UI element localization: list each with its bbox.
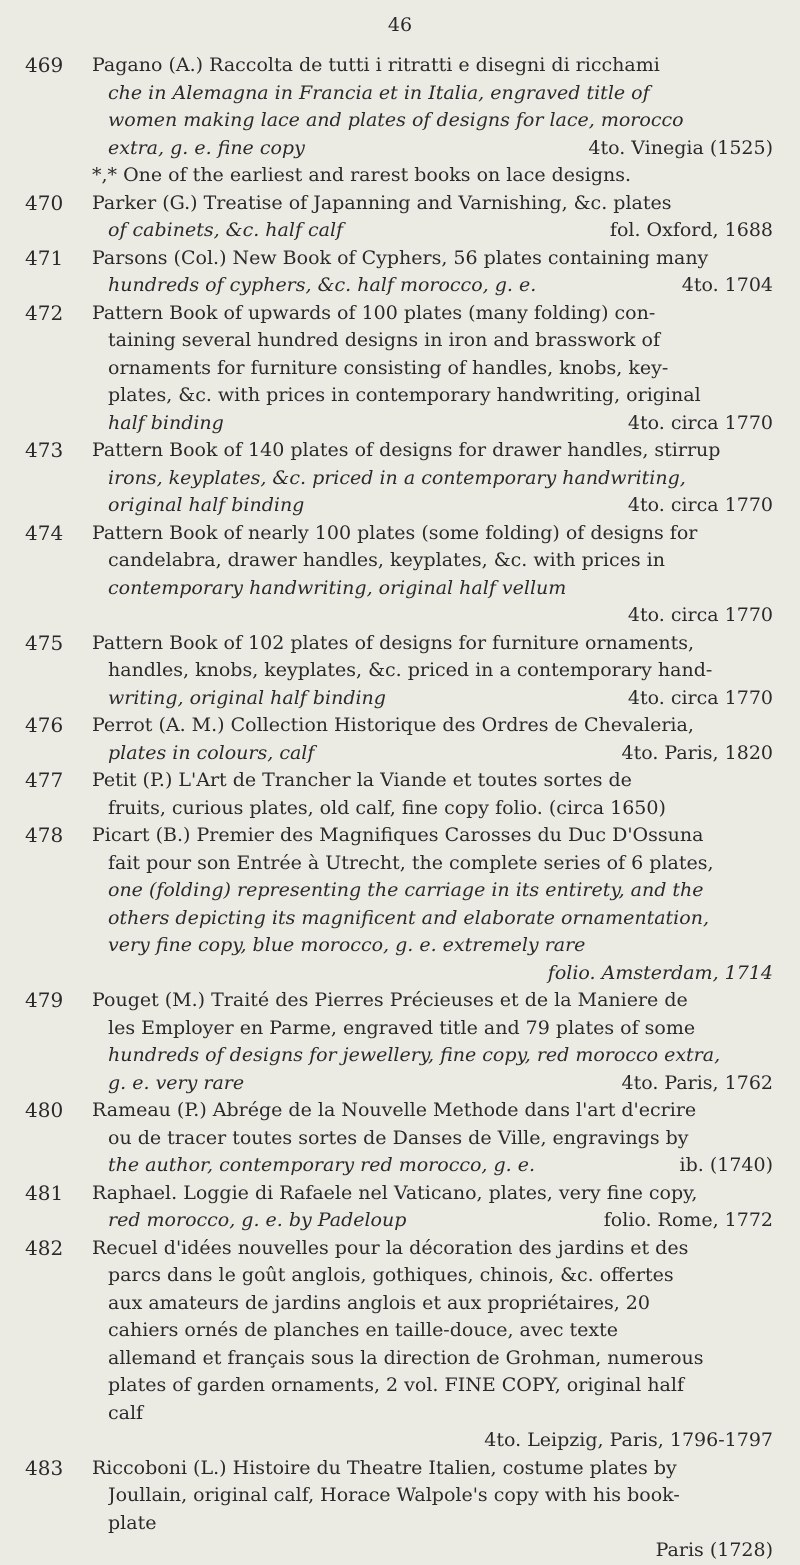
entry-line: one (folding) representing the carriage in its entirety, and the	[108, 879, 704, 901]
entry-text	[92, 300, 773, 438]
entry-description: half binding	[108, 411, 224, 434]
entry-line: Pattern Book of nearly 100 plates (some folding) of designs for	[92, 521, 698, 544]
entry-line: cahiers ornés de planches en taille-douce, avec texte	[108, 1319, 618, 1341]
entry-description: extra, g. e. fine copy	[108, 136, 305, 159]
entry-note: *,* One of the earliest and rarest books on lace designs.	[92, 164, 632, 186]
entry-line: Raphael. Loggie di Rafaele nel Vaticano, plates, very fine copy,	[92, 1181, 698, 1204]
entry-line: Pattern Book of upwards of 100 plates (many folding) con-	[92, 301, 656, 324]
entry-line: very fine copy, blue morocco, g. e. extremely rare	[108, 934, 586, 956]
entry-line: handles, knobs, keyplates, &c. priced in a contemporary hand-	[108, 659, 713, 681]
entry-format-place-date: 4to. Paris, 1820	[621, 741, 773, 764]
entry-text	[92, 190, 773, 245]
entry-format-place-date: 4to. Paris, 1762	[621, 1071, 773, 1094]
entry-line	[108, 1070, 773, 1098]
entry-line: Pattern Book of 102 plates of designs for furniture ornaments,	[92, 631, 695, 654]
lot-number: 475	[25, 630, 64, 655]
entry-text	[92, 987, 773, 1097]
entry-text	[92, 1097, 773, 1180]
lot-number: 470	[25, 190, 64, 215]
entry-line: 4to. Leipzig, Paris, 1796-1797	[484, 1429, 773, 1451]
entry-line: les Employer en Parme, engraved title and 79 plates of some	[108, 1016, 696, 1039]
entry-line: Perrot (A. M.) Collection Historique des Ordres de Chevaleria,	[92, 714, 694, 736]
entry-description: writing, original half binding	[108, 686, 386, 709]
entry-description: g. e. very rare	[108, 1071, 245, 1094]
entry-format-place-date: ib. (1740)	[679, 1154, 773, 1176]
entry-line	[108, 740, 773, 768]
lot-number: 477	[25, 768, 64, 792]
entry-line: plates, &c. with prices in contemporary handwriting, original	[108, 384, 701, 406]
lot-number: 480	[25, 1098, 64, 1122]
entry-line: Parker (G.) Treatise of Japanning and Varnishing, &c. plates	[92, 191, 672, 214]
entry-line	[108, 217, 773, 245]
entry-text	[92, 1455, 773, 1565]
entry-line: 4to. circa 1770	[627, 604, 773, 626]
entry-line: che in Alemagna in Francia et in Italia, engraved title of	[108, 81, 650, 104]
lot-number: 469	[25, 53, 64, 77]
entry-line: candelabra, drawer handles, keyplates, &c. with prices in	[108, 549, 665, 571]
entry-line: Joullain, original calf, Horace Walpole's copy with his book-	[108, 1484, 680, 1506]
entry-line: Pouget (M.) Traité des Pierres Précieuses et de la Maniere de	[92, 989, 688, 1011]
entry-description: the author, contemporary red morocco, g. e.	[108, 1154, 536, 1176]
entry-line: Pattern Book of 140 plates of designs for drawer handles, stirrup	[92, 439, 721, 461]
lot-number: 473	[25, 438, 64, 462]
entry-line: parcs dans le goût anglois, gothiques, chinois, &c. offertes	[108, 1264, 674, 1286]
entry-line	[108, 1152, 773, 1180]
entry-line: ou de tracer toutes sortes de Danses de Ville, engravings by	[108, 1126, 689, 1149]
entry-text	[92, 437, 773, 520]
lot-number: 472	[25, 300, 64, 325]
entry-text	[92, 822, 773, 987]
lot-number: 479	[25, 988, 64, 1012]
entry-text	[92, 52, 773, 162]
entry-line: Pagano (A.) Raccolta de tutti i ritratti e disegni di ricchami	[92, 54, 660, 76]
entry-line: Rameau (P.) Abrége de la Nouvelle Methode dans l'art d'ecrire	[92, 1099, 697, 1121]
entry-format-place-date: 4to. Vinegia (1525)	[588, 136, 773, 159]
entry-line	[108, 1207, 773, 1235]
lot-number: 474	[25, 520, 64, 545]
entry-line: fait pour son Entrée à Utrecht, the complete series of 6 plates,	[108, 851, 714, 874]
lot-number: 478	[25, 823, 64, 847]
entry-text	[92, 520, 773, 630]
entry-format-place-date: 4to. 1704	[681, 274, 773, 296]
entry-line: Petit (P.) L'Art de Trancher la Viande et toutes sortes de	[92, 769, 632, 791]
entry-line: plates of garden ornaments, 2 vol. FINE COPY, original half	[108, 1374, 684, 1396]
entry-format-place-date: folio. Rome, 1772	[603, 1209, 773, 1231]
entry-text	[92, 245, 773, 300]
entry-line: fruits, curious plates, old calf, fine copy folio. (circa 1650)	[108, 796, 666, 819]
entry-line: Parsons (Col.) New Book of Cyphers, 56 plates containing many	[92, 246, 709, 269]
entry-line	[108, 410, 773, 438]
entry-format-place-date: 4to. circa 1770	[627, 494, 773, 516]
entry-line: aux amateurs de jardins anglois et aux propriétaires, 20	[108, 1291, 650, 1314]
entry-description: of cabinets, &c. half calf	[108, 219, 344, 241]
lot-number: 476	[25, 713, 64, 737]
lot-number: 471	[25, 245, 64, 270]
entry-description: hundreds of cyphers, &c. half morocco, g. e.	[108, 274, 537, 296]
entry-format-place-date: 4to. circa 1770	[627, 411, 773, 434]
entry-line: Riccoboni (L.) Histoire du Theatre Italien, costume plates by	[92, 1456, 677, 1479]
page-number: 46	[387, 14, 413, 36]
entry-line: contemporary handwriting, original half vellum	[108, 576, 567, 599]
entry-line: hundreds of designs for jewellery, fine copy, red morocco extra,	[108, 1044, 721, 1066]
entry-line: calf	[108, 1401, 144, 1424]
entry-line: Paris (1728)	[655, 1539, 773, 1561]
entry-line: women making lace and plates of designs for lace, morocco	[108, 109, 684, 131]
entry-text	[92, 1180, 773, 1235]
entry-line: irons, keyplates, &c. priced in a contemporary handwriting,	[108, 466, 686, 489]
entry-line: others depicting its magnificent and elaborate ornamentation,	[108, 906, 709, 929]
entry-text	[92, 712, 773, 767]
lot-number: 483	[25, 1455, 64, 1480]
entry-line	[108, 685, 773, 713]
entry-line	[108, 492, 773, 520]
lot-number: 481	[25, 1180, 64, 1205]
entry-format-place-date: fol. Oxford, 1688	[609, 219, 773, 241]
entry-line: allemand et français sous la direction de Grohman, numerous	[108, 1346, 704, 1369]
entry-description: original half binding	[108, 494, 305, 516]
entry-description: red morocco, g. e. by Padeloup	[108, 1209, 407, 1231]
entry-description: plates in colours, calf	[108, 741, 315, 764]
lot-number: 482	[25, 1235, 64, 1260]
entry-line: ornaments for furniture consisting of handles, knobs, key-	[108, 356, 669, 379]
entry-line: Recuel d'idées nouvelles pour la décoration des jardins et des	[92, 1236, 689, 1259]
entry-line	[108, 272, 773, 300]
entry-line	[108, 135, 773, 163]
entry-format-place-date: 4to. circa 1770	[627, 686, 773, 709]
entry-text	[92, 630, 773, 713]
entry-text	[92, 1235, 773, 1455]
entry-line: taining several hundred designs in iron and brasswork of	[108, 329, 660, 351]
entry-text	[92, 767, 773, 822]
entry-line: plate	[108, 1511, 157, 1534]
entry-line: Picart (B.) Premier des Magnifiques Carosses du Duc D'Ossuna	[92, 824, 704, 846]
entry-line: folio. Amsterdam, 1714	[547, 961, 773, 984]
